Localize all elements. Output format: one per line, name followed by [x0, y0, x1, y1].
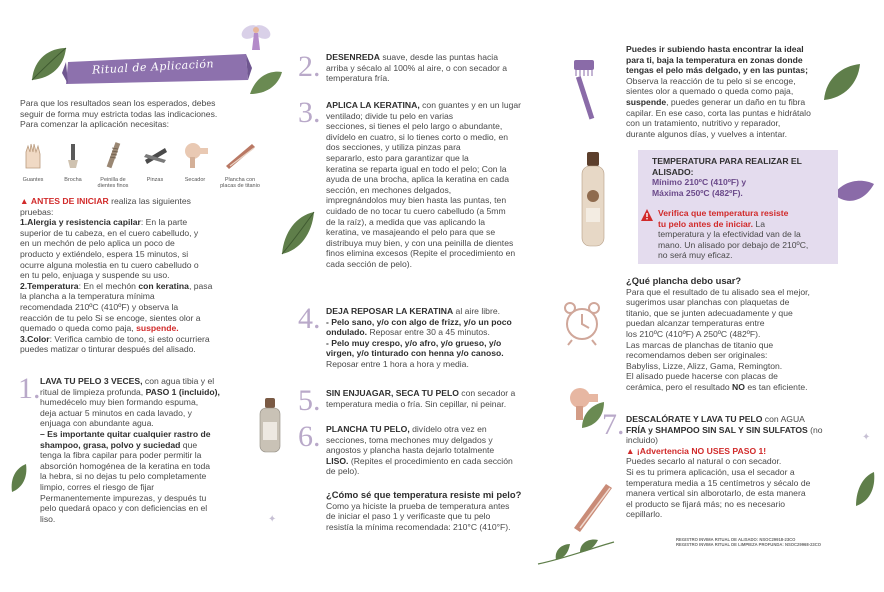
advice-text: sientes olor a quemado o queda como paja, — [626, 86, 794, 97]
brush-icon — [58, 140, 88, 170]
step-7-text: Si es tu primera aplicación, usa el secador a — [626, 466, 795, 477]
suspend-warning: suspende. — [136, 323, 179, 334]
test-3-text: : Verifica cambio de tono, si esto ocurriera — [49, 333, 210, 344]
step-1-text: PASO 1 (incluido), — [145, 386, 220, 397]
step-4-title: DEJA REPOSAR LA KERATINA — [326, 306, 454, 316]
glove-icon — [18, 140, 48, 170]
temp-warning: Verifica que temperatura resiste — [658, 208, 789, 218]
temp-warning-line — [658, 219, 840, 230]
test-2 — [20, 281, 284, 292]
step-4-line — [326, 306, 566, 317]
step-7-text: manera vertical sin alborotarlo, de esta manera — [626, 488, 806, 499]
warning-icon: ▲ — [626, 445, 635, 456]
step-2 — [326, 52, 566, 84]
test-2-text: : En el mechón — [78, 280, 139, 291]
test-2-text: con keratina — [138, 280, 189, 291]
temp-note: temperatura y la efectividad van de la — [658, 229, 801, 240]
step-3-text: ayuda de una brocha, aplica la keratina en cada — [326, 174, 509, 185]
step-4-text: Reposar entre 30 a 45 minutos. — [367, 327, 490, 338]
temperature-advice — [626, 44, 876, 139]
step-6-text: secciones, toma mechones muy delgados y — [326, 434, 493, 445]
step-3-text: keratina se reparta igual en todo el pelo; Con la — [326, 163, 507, 174]
test-2-text: reacción de tu pelo Si se encoge, sientes olor a — [20, 312, 201, 323]
step-1-text: enjuaga con abundante agua. — [40, 418, 154, 429]
warning-icon — [640, 208, 654, 222]
step-3-line — [326, 100, 576, 111]
question-title: ¿Cómo sé que temperatura resiste mi pelo? — [326, 489, 522, 500]
step-4-text: ondulado. — [326, 327, 368, 338]
step-number: 1. — [18, 372, 41, 405]
step-6-text: LISO. — [326, 455, 349, 466]
step-7-line — [626, 414, 876, 425]
intro-text — [20, 98, 282, 130]
question-text: puedan alcanzar temperaturas entre — [626, 318, 765, 329]
step-number: 6. — [298, 420, 321, 453]
question-line — [626, 382, 876, 393]
test-1-text: en tu pelo, enjuaga y suspende su uso. — [20, 270, 170, 281]
step-1-text: pelo quedará opaco y con deficiencias en el — [40, 503, 208, 514]
step-4-text: - Pelo muy crespo, y/o afro, y/o grueso, y/o — [326, 337, 502, 348]
tool-label: Pinzas — [146, 177, 164, 183]
step-2-text: suave, desde las puntas hacia — [379, 52, 498, 62]
step-6-text: angostos y plancha hasta dejarlo totalmente — [326, 445, 495, 456]
step-7 — [626, 414, 876, 520]
step-3-text: divídelo en cuatro, si lo tienes corto o medio, en — [326, 131, 509, 142]
step-number: 7. — [602, 408, 625, 441]
step-1-line — [40, 376, 280, 387]
step-3-text: secciones, si tienes el pelo largo o abundante, — [326, 121, 503, 132]
step-7-title: DESCALÓRATE Y LAVA TU PELO — [626, 414, 763, 424]
step-1-text: Permanentemente impurezas, y después tu — [40, 492, 207, 503]
question-title: ¿Qué plancha debo usar? — [626, 275, 742, 286]
test-1-text: ocurre alguna molestia en tu cuero cabelludo o — [20, 259, 199, 270]
question-text: resistía la mínima recomendada: 210°C (410°F). — [326, 521, 511, 532]
test-2-text: recomendada 210ºC (410ºF) y observa la — [20, 301, 179, 312]
test-2-text: quemado o queda como paja, — [20, 323, 137, 334]
intro-line: Para comenzar la aplicación necesitas: — [20, 119, 170, 130]
leaf-icon — [852, 470, 878, 510]
step-7-title: (no — [807, 424, 823, 435]
test-1-text: producto y extiéndelo, espera 15 minutos, si — [20, 248, 189, 259]
temp-note: mano. Un alisado por debajo de 210ºC, — [658, 239, 809, 250]
advice-text: con un tratamiento, nutritivo y reparador, — [626, 118, 781, 129]
step-3-text: ventilado; divide tu pelo en varias — [326, 110, 454, 121]
temp-box-title: ALISADO: — [652, 166, 694, 177]
temp-box-title: TEMPERATURA PARA REALIZAR EL — [652, 156, 802, 166]
step-5-text: con secador a — [458, 388, 516, 398]
leaf-icon — [8, 462, 30, 494]
step-7-text: cepillarlo. — [626, 509, 663, 520]
step-6 — [326, 424, 570, 477]
step-4-text: Reposar entre 1 hora a hora y media. — [326, 358, 469, 369]
question-text: Para que el resultado de tu alisado sea el mejor, — [626, 286, 810, 297]
test-2-line — [20, 323, 284, 334]
question-text: cerámica, pero el resultado — [626, 381, 733, 392]
test-3-title: 3.Color — [20, 333, 50, 344]
step-3-text: keratina, ve masajeando el pelo para que se — [326, 227, 496, 238]
banner-title: Ritual de Aplicación — [91, 57, 215, 77]
column-left — [0, 0, 290, 592]
test-2-title: 2.Temperatura — [20, 280, 79, 291]
question-text: sugerimos usar planchas con plaquetas de — [626, 297, 790, 308]
step-4-text: virgen, y/o tinturado con henna y/o canoso. — [326, 348, 504, 359]
step-2-title: DESENREDA — [326, 52, 380, 62]
step-1 — [40, 376, 280, 524]
step-3-text: cada sección de pelo). — [326, 258, 412, 269]
temp-box-warning — [658, 208, 840, 261]
step-1-text: limpio, corres el riesgo de fijar — [40, 481, 155, 492]
step-6-text: de pelo). — [326, 466, 360, 477]
warning-icon: ▲ — [20, 196, 29, 206]
step-1-text: liso. — [40, 513, 56, 524]
test-1-text: superior de tu cabeza, en el cuero cabelludo, y — [20, 227, 199, 238]
step-6-line — [326, 456, 570, 467]
before-title-rest: realiza las siguientes — [108, 196, 191, 206]
step-1-text: deja actuar 5 minutos en cada lavado, y — [40, 407, 192, 418]
step-1-text: la hebra, si no dejas tu pelo completamente — [40, 471, 207, 482]
test-3 — [20, 334, 284, 345]
temp-max: Máxima 250ºC (482ºF). — [652, 187, 743, 198]
intro-line: seguir de forma muy estricta todas las indicaciones. — [20, 108, 218, 119]
step-4 — [326, 306, 566, 370]
step-7-text: Puedes secarlo al natural o con secador. — [626, 456, 782, 467]
step-7-text: el producto se fijará más; no es necesario — [626, 498, 786, 509]
step-1-text: que — [180, 439, 198, 450]
step-3-title: APLICA LA KERATINA, — [326, 100, 420, 110]
step-4-text: al aire libre. — [453, 306, 500, 316]
question-text: Las marcas de planchas de titanio que — [626, 339, 774, 350]
clip-icon — [140, 140, 170, 170]
test-2-text: la plancha a la temperatura mínima — [20, 291, 155, 302]
alarm-clock-icon — [562, 300, 602, 346]
step-7-warning: ¡Advertencia NO USES PASO 1! — [636, 445, 767, 456]
step-number: 4. — [298, 302, 321, 335]
step-5 — [326, 388, 576, 409]
step-1-text: tenga la fibra capilar para poder permitir la — [40, 450, 202, 461]
step-4-text: - Pelo sano, y/o con algo de frizz, y/o un poco — [326, 316, 512, 327]
column-middle — [290, 0, 620, 592]
step-1-line — [40, 387, 280, 398]
registry-footer — [676, 537, 876, 547]
tool-label: Plancha con placas de titanio — [220, 177, 260, 189]
registry-line: REGISTRO INVIMA RITUAL DE LIMPIEZA PROFUNDA: NSOC29968-23CO — [676, 542, 822, 547]
question-text: Como ya hiciste la prueba de temperatura antes — [326, 500, 510, 511]
registry-line: REGISTRO INVIMA RITUAL DE ALISADO: NSOC29918-23CO — [676, 537, 796, 542]
question-text: de iniciar el paso 1 y verificaste que tu pelo — [326, 511, 491, 522]
advice-text: suspende — [626, 96, 667, 107]
temp-note: no será muy eficaz. — [658, 250, 733, 261]
leaf-icon — [278, 208, 318, 258]
step-3-text: sección, en mechones delgados, — [326, 184, 452, 195]
step-7-text: temperatura media a 15 centímetros y sécalo de — [626, 477, 811, 488]
tool-label: Brocha — [64, 177, 82, 183]
step-2-line — [326, 52, 566, 63]
leaf-icon — [832, 176, 876, 212]
tool-label: Guantes — [22, 177, 44, 183]
fairy-icon — [236, 20, 276, 56]
dryer-icon — [180, 140, 210, 170]
test-1-text: : En la parte — [140, 217, 188, 228]
question-text: Babyliss, Lizze, Alizz, Gama, Remington. — [626, 360, 783, 371]
test-3-text: puedes matizar o tinturar después del alisado. — [20, 344, 196, 355]
question-temperature — [326, 490, 576, 532]
flat-iron-icon — [222, 140, 258, 170]
advice-text: , puedes generar un daño en tu fibra — [666, 96, 806, 107]
step-7-title: con AGUA — [762, 414, 805, 424]
step-1-text: shampoo, grasa, polvo y suciedad — [40, 439, 181, 450]
step-4-line — [326, 327, 566, 338]
keratin-bottle-icon — [576, 150, 610, 250]
advice-text: capilar. En ese caso, corta las puntas e hidrátalo — [626, 107, 811, 118]
leaf-icon — [578, 400, 608, 432]
step-number: 5. — [298, 384, 321, 417]
tool-label: Secador — [184, 177, 206, 183]
temperature-box-content — [652, 156, 836, 198]
comb-icon — [98, 140, 128, 170]
step-3 — [326, 100, 576, 270]
test-2-text: , pasa — [188, 280, 213, 291]
leaf-icon — [248, 68, 284, 98]
test-1-text: en un mechón de pelo aplica un poco de — [20, 238, 175, 249]
step-1-text: – Es importante quitar cualquier rastro de — [40, 428, 211, 439]
step-3-text: con guantes y en un lugar — [419, 100, 522, 110]
step-7-title: FRÍA y SHAMPOO SIN SAL Y SIN SULFATOS — [626, 424, 808, 435]
step-3-text: finos elimina excesos (Repite el procedimiento en — [326, 248, 516, 259]
step-7-line — [626, 425, 876, 436]
tool-label: Peinilla de dientes finos — [97, 177, 129, 189]
step-7-title: incluido) — [626, 435, 659, 446]
step-6-line — [326, 424, 570, 435]
step-1-text: con agua tibia y el — [142, 376, 215, 386]
step-5-title: SIN ENJUAGAR, SECA TU PELO — [326, 388, 459, 398]
step-1-text: ritual de limpieza profunda, — [40, 386, 146, 397]
step-5-text: temperatura media o fría. Sin cepillar, ni peinar. — [326, 398, 507, 409]
step-2-text: temperatura fría. — [326, 73, 390, 84]
question-text: titanio, que se junten adecuadamente y que — [626, 307, 793, 318]
step-1-text: humedécelo muy bien formando espuma, — [40, 397, 199, 408]
question-text: es tan eficiente. — [744, 381, 808, 392]
step-3-text: cuidado de no tocar tu cuero cabelludo (a 5mm — [326, 205, 506, 216]
step-6-text: divídelo otra vez en — [409, 424, 487, 434]
before-title: ANTES DE INICIAR — [30, 196, 109, 206]
advice-text: Observa la reacción de tu pelo si se encoge, — [626, 75, 796, 86]
advice-bold: tengas el pelo más delgado, y en las puntas; — [626, 65, 808, 76]
advice-line — [626, 97, 876, 108]
question-flat-iron — [626, 276, 876, 393]
before-title-line — [20, 196, 284, 207]
sparkle-icon: ✦ — [268, 514, 277, 525]
step-3-text: separarlo, esto para garantizar que la — [326, 152, 469, 163]
step-3-text: de la raíz), a medida que vas aplicando la — [326, 216, 486, 227]
advice-bold: para ti, baja la temperatura en zonas donde — [626, 54, 803, 65]
question-text: los 210ºC (410ºF) A 250ºC (482ºF). — [626, 328, 761, 339]
flat-iron-icon — [570, 478, 616, 532]
step-2-text: arriba y sécalo al 100% al aire, o con secador a — [326, 62, 508, 73]
test-1 — [20, 217, 284, 228]
step-6-title: PLANCHA TU PELO, — [326, 424, 410, 434]
advice-text: durante algunos días, y vuelves a intentar. — [626, 128, 787, 139]
step-number: 2. — [298, 50, 321, 83]
advice-bold: Puedes ir subiendo hasta encontrar la ideal — [626, 44, 804, 54]
before-section — [20, 196, 284, 355]
temp-warning-rest: La — [753, 218, 765, 229]
step-1-text: absorción homogénea de la keratina en toda — [40, 460, 211, 471]
question-text: NO — [732, 381, 745, 392]
step-3-text: dos secciones, y utiliza pinzas para — [326, 142, 461, 153]
step-1-title: LAVA TU PELO 3 VECES, — [40, 376, 143, 386]
question-text: El alisado puede hacerse con placas de — [626, 371, 778, 382]
step-3-text: distribuya muy bien, y con una peinilla de dientes — [326, 237, 514, 248]
step-number: 3. — [298, 96, 321, 129]
test-1-title: 1.Alergia y resistencia capilar — [20, 217, 141, 228]
step-7-warning-line — [626, 446, 876, 457]
shampoo-bottle-icon — [256, 396, 284, 456]
sparkle-icon: ✦ — [862, 432, 871, 443]
temp-min: Mínimo 210ºC (410ºF) y — [652, 177, 747, 188]
leaf-branch-icon — [536, 538, 616, 568]
before-line: pruebas: — [20, 206, 54, 217]
step-1-line — [40, 440, 280, 451]
question-text: recomendamos deben ser originales: — [626, 350, 768, 361]
step-3-text: impregnándolos muy bien hasta las puntas, ten — [326, 195, 507, 206]
step-5-line — [326, 388, 576, 399]
temp-warning: tu pelo antes de iniciar. — [658, 218, 754, 229]
intro-line: Para que los resultados sean los esperados, debes — [20, 98, 216, 108]
step-6-text: (Repites el procedimiento en cada sección — [348, 455, 513, 466]
